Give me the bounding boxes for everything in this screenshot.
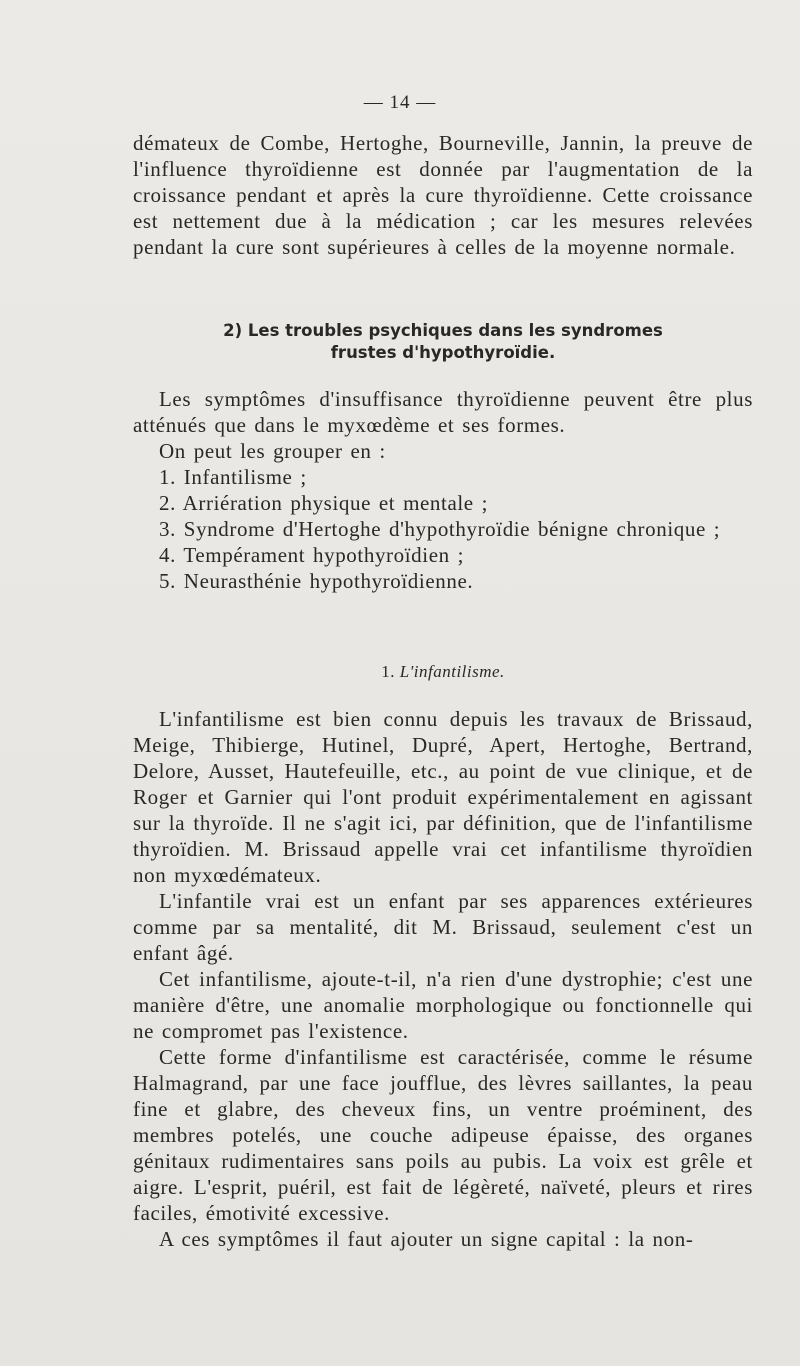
list-item: 5. Neurasthénie hypothyroïdienne. [159, 569, 474, 593]
list-item: 3. Syndrome d'Hertoghe d'hypothyroïdie bénigne chronique ; [159, 517, 721, 541]
subsection-heading [133, 662, 753, 682]
intro-text: démateux de Combe, Hertoghe, Bourneville, Jannin, la preuve de l'influence thyroïdienne est donnée par l'augmentation de la croissance pendant et après la cure thyroïdienne. Cette croissance est nettement due à la médication ; car les mesures relevées pendant la cure sont supérieures à celles de la moyenne normale. [133, 131, 753, 259]
list-item: 2. Arriération physique et mentale ; [159, 491, 489, 515]
body-paragraph: Cette forme d'infantilisme est caractérisée, comme le résume Halmagrand, par une face joufflue, des lèvres saillantes, la peau fine et glabre, des cheveux fins, un ventre proéminent, des membres potelés, une couche adipeuse épaisse, des organes génitaux rudimentaires sans poils au pubis. La voix est grêle et aigre. L'esprit, puéril, est fait de légèreté, naïveté, pleurs et rires faciles, émotivité excessive. [133, 1045, 753, 1225]
section-heading [133, 320, 753, 364]
body-paragraph: L'infantile vrai est un enfant par ses apparences extérieures comme par sa mentalité, dit M. Brissaud, seulement c'est un enfant âgé. [133, 889, 753, 965]
body-paragraph: Cet infantilisme, ajoute-t-il, n'a rien d'une dystrophie; c'est une manière d'être, une anomalie morphologique ou fonctionnelle qui ne compromet pas l'existence. [133, 967, 753, 1043]
main-body [133, 706, 753, 1252]
list-item: 4. Tempérament hypothyroïdien ; [159, 543, 465, 567]
section-paragraph: Les symptômes d'insuffisance thyroïdienne peuvent être plus atténués que dans le myxœdème et ses formes. [133, 387, 753, 437]
section-body [133, 386, 753, 594]
section-paragraph-intro-list: On peut les grouper en : [159, 439, 386, 463]
subsection-title: L'infantilisme. [399, 662, 505, 681]
section-heading-line2: frustes d'hypothyroïdie. [330, 343, 556, 362]
page-number: — 14 — [363, 92, 437, 113]
section-heading-line1: 2) Les troubles psychiques dans les syndromes [223, 321, 663, 340]
body-paragraph: L'infantilisme est bien connu depuis les travaux de Brissaud, Meige, Thibierge, Hutinel, Dupré, Apert, Hertoghe, Bertrand, Delore, Ausset, Hautefeuille, etc., au point de vue clinique, et de Roger et Garnier qui l'ont produit expérimentalement en agissant sur la thyroïde. Il ne s'agit ici, par définition, que de l'infantilisme thyroïdien. M. Brissaud appelle vrai cet infantilisme thyroïdien non myxœdémateux. [133, 707, 753, 887]
body-paragraph: A ces symptômes il faut ajouter un signe capital : la non- [159, 1227, 694, 1251]
list-item: 1. Infantilisme ; [159, 465, 307, 489]
intro-paragraph [133, 130, 753, 260]
subsection-number: 1. [381, 662, 395, 681]
